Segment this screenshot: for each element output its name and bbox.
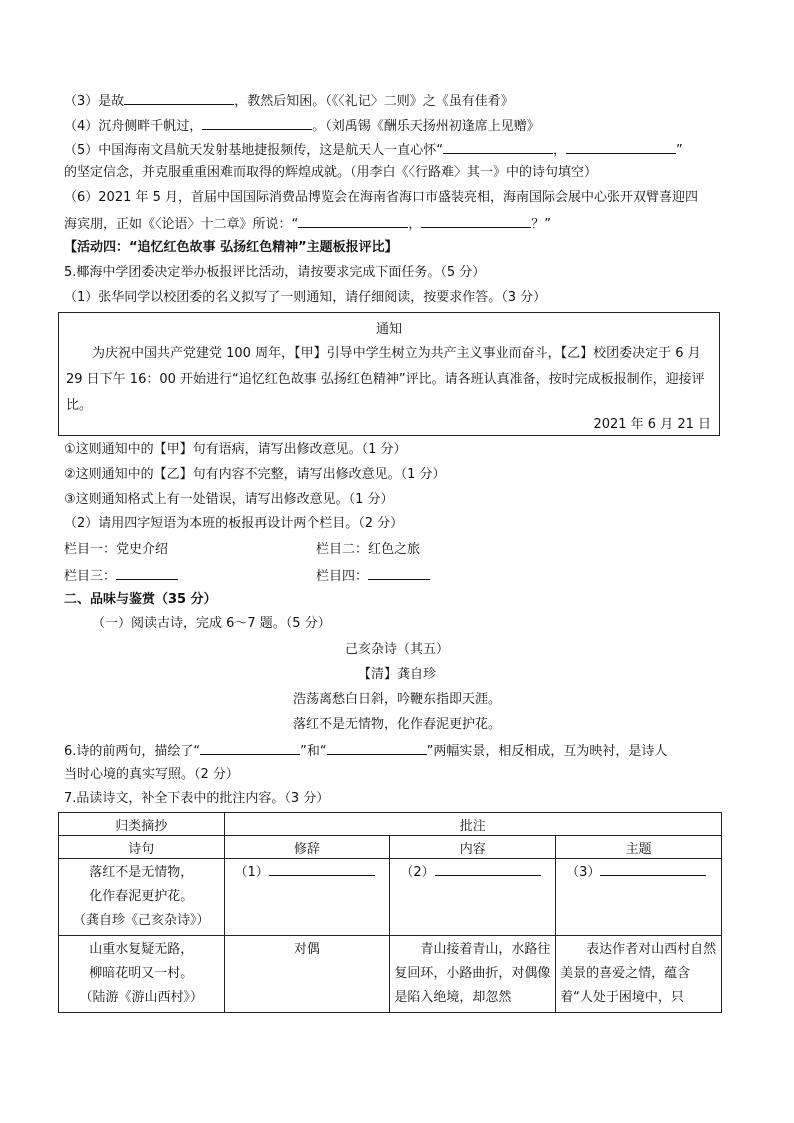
rhetoric-blank-cell: （1）: [224, 859, 390, 936]
column-two: 栏目二：红色之旅: [316, 542, 421, 557]
question-5-2: （2）请用四字短语为本班的板报再设计两个栏目。（2 分）: [64, 516, 404, 531]
answer-blank[interactable]: [421, 213, 531, 228]
poem-cell: 山重水复疑无路， 柳暗花明又一村。 （陆游《游山西村》）: [59, 936, 225, 1013]
table-subheader-row: [59, 836, 722, 859]
notice-body: 为庆祝中国共产党建党 100 周年，【甲】引导中学生树立为共产主义事业而奋斗，【乙】校团委决定于 6 月 29 日下午 16：00 开始进行“追忆红色故事 弘扬红色精神”评比。请各班认真准备，按时完成板报制作，迎接评比。: [66, 346, 705, 413]
answer-blank[interactable]: [435, 861, 541, 876]
question-4: （4）沉舟侧畔千帆过， 。（刘禹锡《酬乐天扬州初逢席上见赠》: [64, 115, 540, 137]
answer-blank[interactable]: [116, 565, 178, 580]
answer-blank[interactable]: [298, 213, 408, 228]
notice-date: 2021 年 6 月 21 日: [593, 417, 711, 432]
header-content: 内容: [390, 836, 556, 859]
question-7-main: 7.品读诗文，补全下表中的批注内容。（3 分）: [64, 791, 330, 806]
question-6-main: 6.诗的前两句，描绘了“ ”和“ ”两幅实景，相反相成，互为映衬，是诗人: [64, 740, 667, 762]
question-3: （3）是故 ，教然后知困。（《〈礼记〉二则》之《虽有佳肴》: [64, 90, 514, 112]
poem-line-1: 浩荡离愁白日斜，吟鞭东指即天涯。: [292, 692, 501, 707]
notice-title: 通知: [375, 322, 402, 337]
question-6-line2: 海宾朋，正如《〈论语〉十二章》所说：“ ， ？”: [64, 213, 551, 235]
header-annotation: 批注: [224, 813, 721, 836]
column-four: 栏目四：: [316, 565, 430, 587]
activity-four-heading: 【活动四：“追忆红色故事 弘扬红色精神”主题板报评比】: [64, 240, 398, 255]
notice-box: [58, 312, 720, 436]
question-5-line1: （5）中国海南文昌航天发射基地捷报频传，这是航天人一直心怀“ ， ”: [64, 139, 683, 161]
answer-blank[interactable]: [327, 740, 427, 755]
part-one-instruction: （一）阅读古诗，完成 6～7 题。（5 分）: [92, 616, 331, 631]
theme-cell: 表达作者对山西村自然美景的喜爱之情，蕴含着“人处于困境中，只: [556, 936, 722, 1013]
header-category: 归类摘抄: [59, 813, 225, 836]
header-rhetoric: 修辞: [224, 836, 390, 859]
question-5-1: （1）张华同学以校团委的名义拟写了一则通知，请仔细阅读，按要求作答。（3 分）: [64, 290, 547, 305]
content-blank-cell: （2）: [390, 859, 556, 936]
question-6-line1: （6）2021 年 5 月，首届中国国际消费品博览会在海南省海口市盛装亮相，海南国际会展中心张开双臂喜迎四: [64, 190, 699, 205]
answer-blank[interactable]: [600, 861, 706, 876]
table-row: [59, 936, 722, 1013]
theme-blank-cell: （3）: [556, 859, 722, 936]
sub-question-3: ③这则通知格式上有一处错误，请写出修改意见。（1 分）: [64, 492, 394, 507]
sub-question-2: ②这则通知中的【乙】句有内容不完整，请写出修改意见。（1 分）: [64, 467, 446, 482]
question-5-line2: 的坚定信念，并克服重重困难而取得的辉煌成就。（用李白《〈行路难〉其一》中的诗句填空）: [64, 165, 598, 180]
poem-line-2: 落红不是无情物，化作春泥更护花。: [292, 717, 501, 732]
column-three: 栏目三：: [64, 565, 178, 587]
answer-blank[interactable]: [200, 740, 300, 755]
table-row: [59, 859, 722, 936]
column-one: 栏目一：党史介绍: [64, 542, 169, 557]
annotation-table: [58, 812, 722, 1013]
header-theme: 主题: [556, 836, 722, 859]
poem-title: 己亥杂诗（其五）: [344, 642, 449, 657]
answer-blank[interactable]: [443, 139, 553, 154]
table-header-row: [59, 813, 722, 836]
question-6-main-line2: 当时心境的真实写照。（2 分）: [64, 767, 239, 782]
answer-blank[interactable]: [566, 139, 676, 154]
answer-blank[interactable]: [269, 861, 375, 876]
header-poem: 诗句: [59, 836, 225, 859]
section-two-heading: 二、品味与鉴赏（35 分）: [64, 592, 217, 607]
sub-question-1: ①这则通知中的【甲】句有语病，请写出修改意见。（1 分）: [64, 442, 407, 457]
answer-blank[interactable]: [368, 565, 430, 580]
answer-blank[interactable]: [124, 90, 234, 105]
rhetoric-cell: 对偶: [224, 936, 390, 1013]
poem-cell: 落红不是无情物， 化作春泥更护花。 （龚自珍《己亥杂诗》）: [59, 859, 225, 936]
poem-author: 【清】龚自珍: [357, 667, 436, 682]
answer-blank[interactable]: [202, 115, 312, 130]
content-cell: 青山接着青山，水路往复回环，小路曲折，对偶像是陷入绝境，却忽然: [390, 936, 556, 1013]
question-5-main: 5.椰海中学团委决定举办板报评比活动，请按要求完成下面任务。（5 分）: [64, 265, 486, 280]
